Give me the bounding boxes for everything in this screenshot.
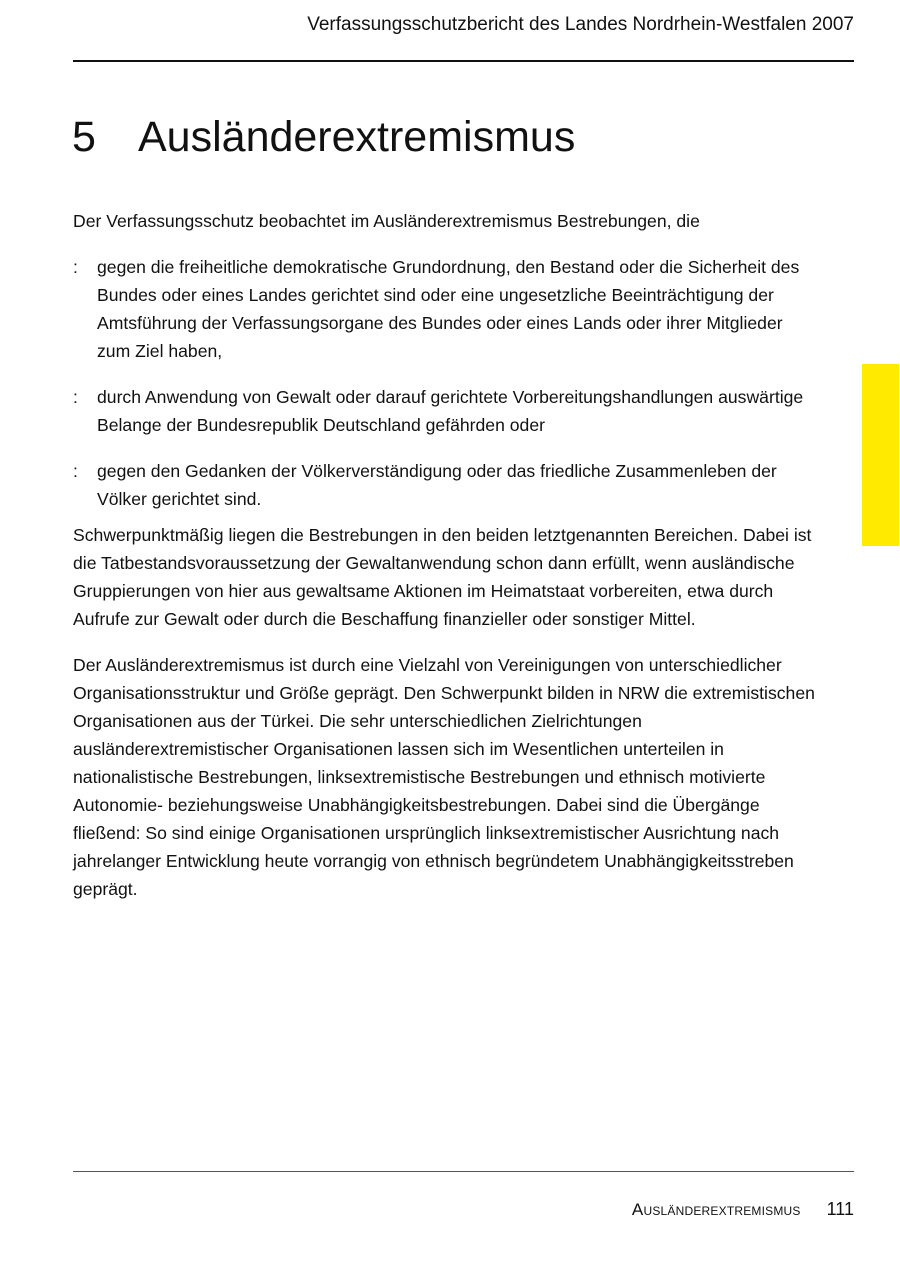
list-item-text: durch Anwendung von Gewalt oder darauf gerichtete Vorbereitungshandlungen auswärtige Belange der Bundesrepublik Deutschland gefährden oder (97, 387, 804, 435)
page-footer (632, 1198, 854, 1222)
list-item-text: gegen die freiheitliche demokratische Grundordnung, den Bestand oder die Sicherheit des Bundes oder eines Landes gerichtet sind oder eine ungesetzliche Beeinträchtigung der Amtsführung der Verfassungsorgane des Bundes oder eines Lands oder ihrer Mitglieder zum Ziel haben, (97, 257, 800, 361)
list-item (73, 253, 818, 365)
footer-divider (73, 1171, 854, 1172)
list-marker: : (73, 387, 78, 407)
chapter-number: 5 (72, 113, 96, 161)
list-marker: : (73, 257, 78, 277)
criteria-list (73, 253, 818, 513)
intro-paragraph: Der Verfassungsschutz beobachtet im Ausländerextremismus Bestrebungen, die (73, 211, 700, 231)
chapter-heading (72, 112, 575, 162)
running-header: Verfassungsschutzbericht des Landes Nordrhein-Westfalen 2007 (307, 14, 854, 35)
body-text (73, 207, 818, 921)
footer-section-title: Ausländerextremismus (631, 1200, 801, 1219)
paragraph: Schwerpunktmäßig liegen die Bestrebungen in den beiden letztgenannten Bereichen. Dabei ist die Tatbestandsvoraussetzung der Gewaltanwendung schon dann erfüllt, wenn ausländische Gruppierungen von hier aus gewaltsame Aktionen im Heimatstaat vorbereiten, etwa durch Aufrufe zur Gewalt oder durch die Beschaffung finanzieller oder sonstiger Mittel. (73, 525, 812, 629)
page-number: 111 (826, 1199, 854, 1219)
list-item (73, 457, 818, 513)
list-marker: : (73, 461, 78, 481)
list-item-text: gegen den Gedanken der Völkerverständigung oder das friedliche Zusammenleben der Völker gerichtet sind. (97, 461, 777, 509)
paragraph: Der Ausländerextremismus ist durch eine Vielzahl von Vereinigungen von unterschiedlicher Organisationsstruktur und Größe geprägt. Den Schwerpunkt bilden in NRW die extremistischen Organisationen aus der Türkei. Die sehr unterschiedlichen Zielrichtungen ausländerextremistischer Organisationen lassen sich im Wesentlichen unterteilen in nationalistische Bestrebungen, linksextremistische Bestrebungen und ethnisch motivierte Autonomie- beziehungsweise Unabhängigkeitsbestrebungen. Dabei sind die Übergänge fließend: So sind einige Organisationen ursprünglich linksextremistischer Ausrichtung nach jahrelanger Entwicklung heute vorrangig von ethnisch begründetem Unabhängigkeitsstreben geprägt. (73, 655, 815, 899)
chapter-title: Ausländerextremismus (138, 113, 576, 161)
header-divider (73, 60, 854, 62)
chapter-tab-marker (862, 364, 899, 546)
list-item (73, 383, 818, 439)
